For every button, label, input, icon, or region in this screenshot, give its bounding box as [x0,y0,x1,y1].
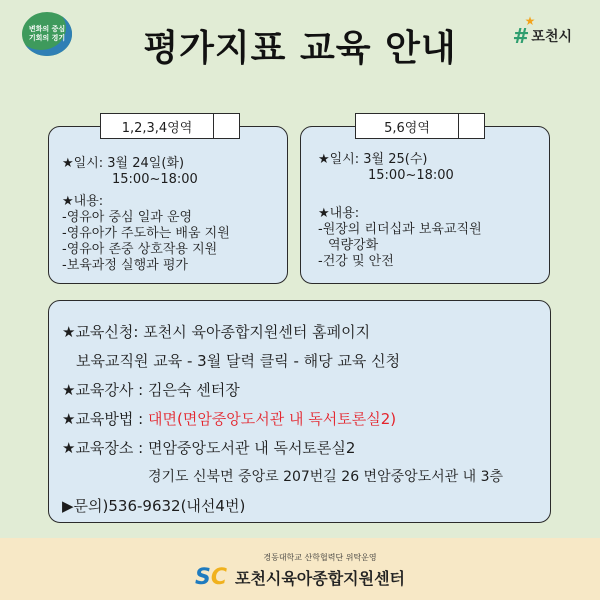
instructor-info: ★교육강사 : 김은숙 센터장 [62,381,240,399]
brand-text: 포천시 [531,29,572,45]
contact-info: ▶문의)536-9632(내선4번) [62,497,246,515]
list-item: -건강 및 안전 [318,254,394,269]
badge-line-2: 기회의 경기 [28,34,66,42]
list-item: -영유아 중심 일과 운영 [62,210,193,225]
operator-text: 경동대학교 산학협력단 위탁운영 [263,553,377,562]
pocheon-brand-logo [512,14,572,48]
session-1-time: 15:00~18:00 [112,172,198,187]
hash-icon: # ★ [512,14,536,48]
place-info: ★교육장소 : 면암중앙도서관 내 독서토론실2 [62,439,356,457]
list-item: 역량강화 [328,238,379,253]
badge-line-1: 변화의 중심 [28,25,66,33]
tab-area-56: 5,6영역 [355,113,485,139]
list-item: -영유아 존중 상호작용 지원 [62,242,218,257]
tab-area-1234: 1,2,3,4영역 [100,113,240,139]
page-title: 평가지표 교육 안내 [143,28,457,69]
details-list [62,318,503,521]
list-item: -보육과정 실행과 평가 [62,258,188,273]
session-2-info [318,152,482,270]
session-2-date: ★일시: 3월 25(수) [318,152,428,167]
session-1-content-label: ★내용: [62,194,104,209]
apply-steps: 보육교직원 교육 - 3월 달력 클릭 - 해당 교육 신청 [76,352,401,370]
apply-info: ★교육신청: 포천시 육아종합지원센터 홈페이지 [62,323,371,341]
footer [0,538,600,600]
list-item: -영유아가 주도하는 배움 지원 [62,226,230,241]
session-2-time: 15:00~18:00 [368,168,454,183]
method-info: ★교육방법 : 대면(면암중앙도서관 내 독서토론실2) [62,410,397,428]
center-logo-icon: SC [194,565,227,590]
session-1-date: ★일시: 3월 24일(화) [62,156,185,171]
session-2-content-label: ★내용: [318,206,360,221]
list-item: -원장의 리더십과 보육교직원 [318,222,482,237]
session-1-info [62,156,230,274]
method-value: 대면(면암중앙도서관 내 독서토론실2) [148,410,397,428]
address-info: 경기도 신북면 중앙로 207번길 26 면암중앙도서관 내 3층 [148,469,504,485]
center-name: 포천시육아종합지원센터 [234,569,406,588]
